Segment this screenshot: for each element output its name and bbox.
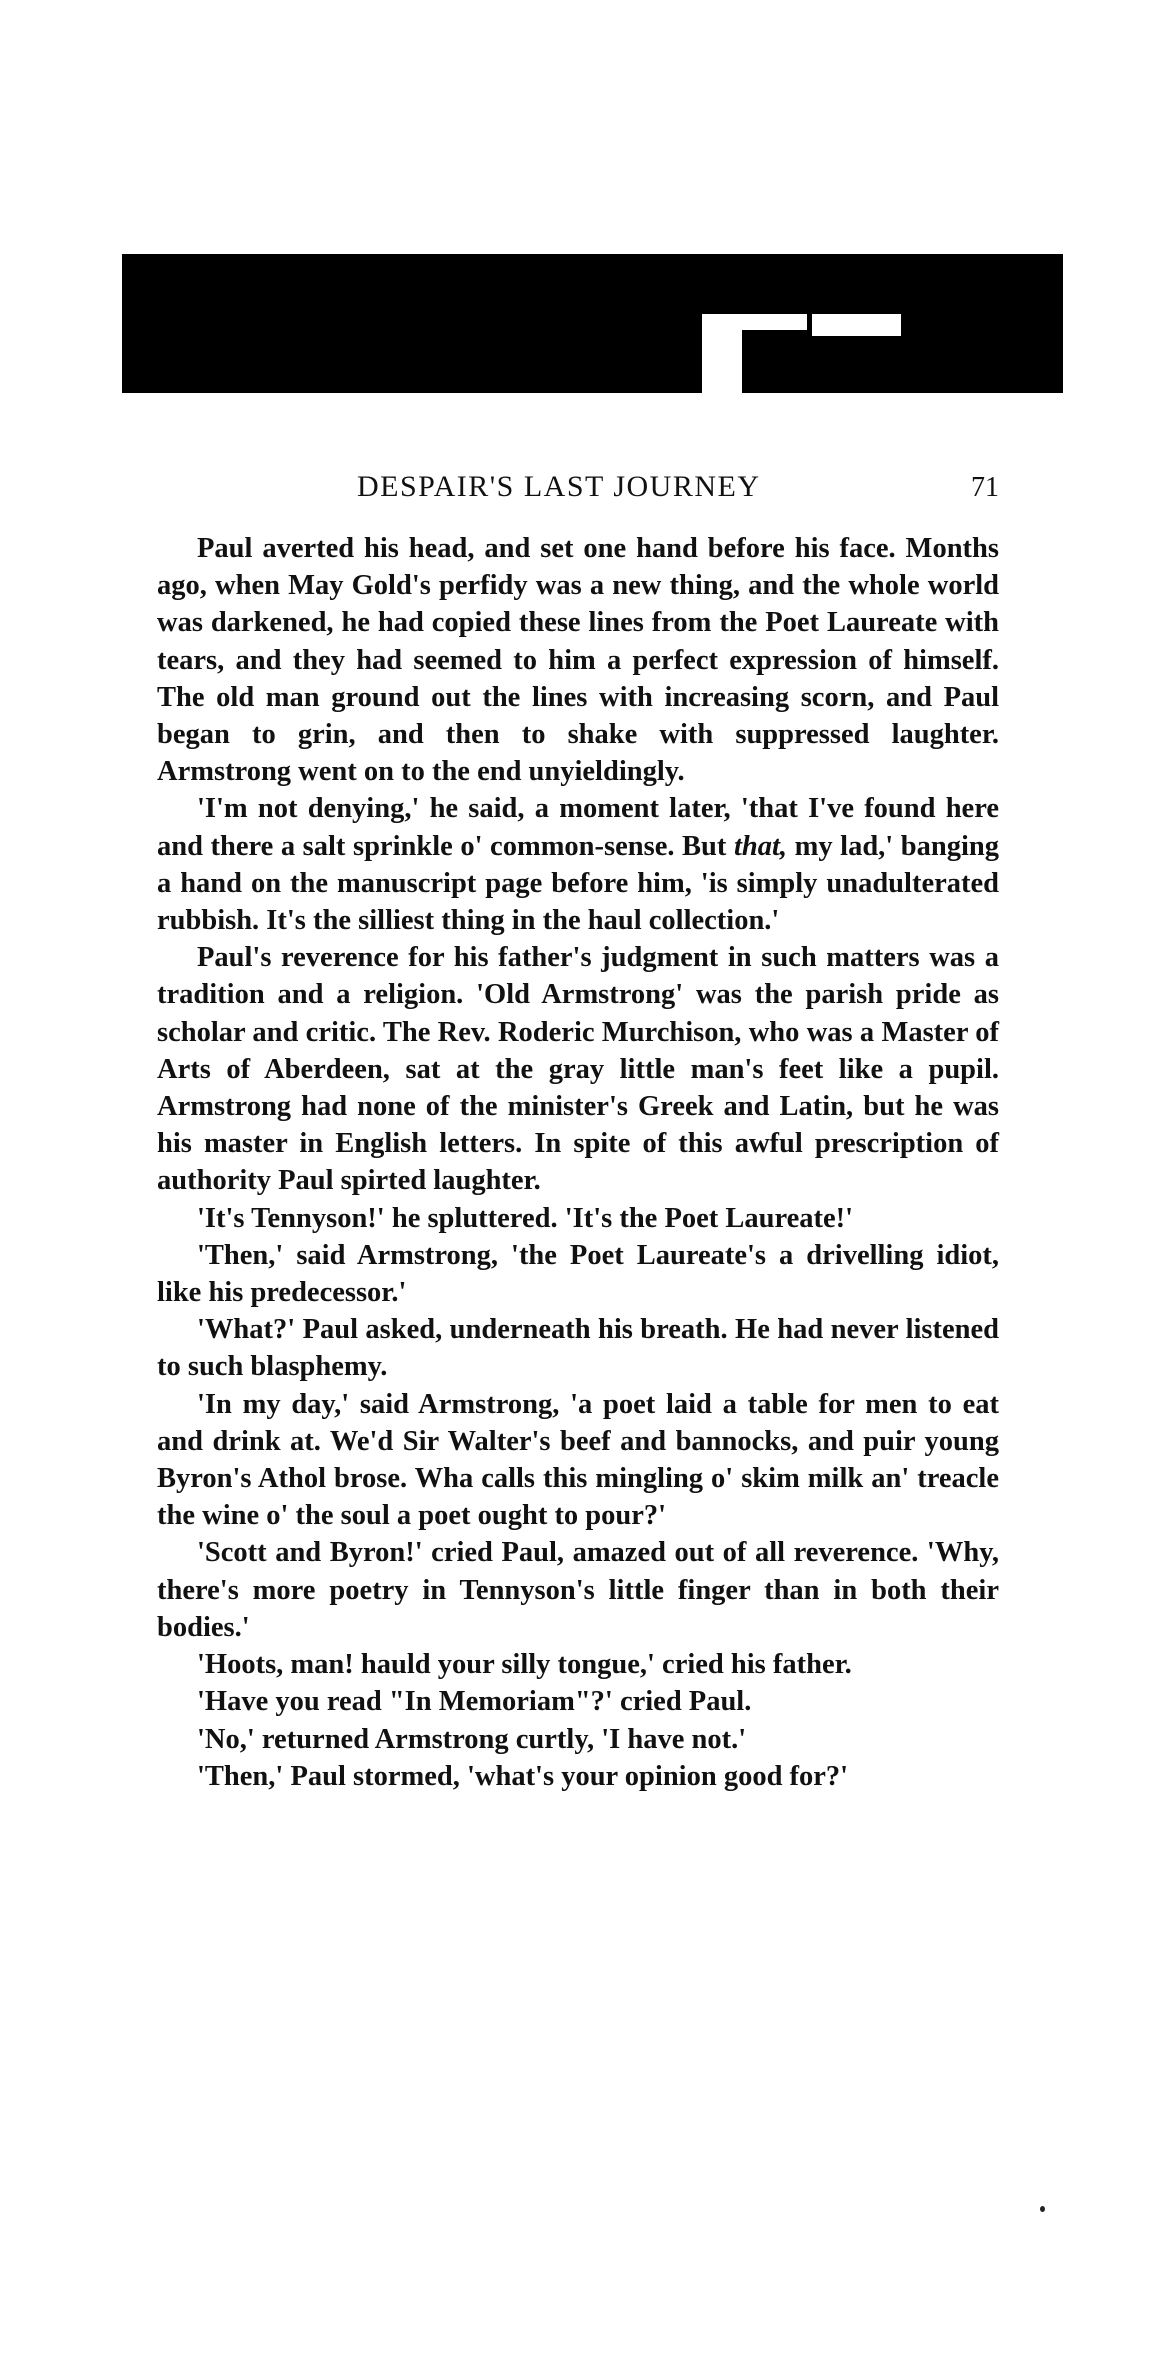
scan-band-chip <box>812 314 901 336</box>
body-text <box>157 530 999 1795</box>
paragraph: 'Then,' said Armstrong, 'the Poet Laureate's a drivelling idiot, like his predecessor.' <box>157 1239 999 1309</box>
paragraph-text: my lad,' banging a hand on the manuscript page before him, 'is simply unadulterated rubbish. It's the silliest thing in the haul collection.' <box>157 830 999 937</box>
scan-band-notch-stem <box>702 318 742 393</box>
page-number: 71 <box>971 472 999 503</box>
paragraph: 'Hoots, man! hauld your silly tongue,' cried his father. <box>197 1649 852 1681</box>
paragraph: Paul averted his head, and set one hand before his face. Months ago, when May Gold's perfidy was a new thing, and the whole world was darkened, he had copied these lines from the Poet Laureate with tears, and they had seemed to him a perfect expression of himself. The old man ground out the lines with increasing scorn, and Paul began to grin, and then to shake with suppressed laughter. Armstrong went on to the end unyieldingly. <box>157 533 999 788</box>
paragraph: 'Scott and Byron!' cried Paul, amazed out of all reverence. 'Why, there's more poetry in Tennyson's little finger than in both their bodies.' <box>157 1537 999 1643</box>
emphasis-text: that, <box>733 830 788 862</box>
paragraph: 'No,' returned Armstrong curtly, 'I have not.' <box>197 1723 747 1755</box>
running-title: DESPAIR'S LAST JOURNEY <box>357 470 761 503</box>
running-head <box>157 470 999 514</box>
scan-black-band <box>122 254 1063 393</box>
paragraph-text: 'I'm not denying,' he said, a moment later, 'that I've found here and there a salt sprinkle o' common-sense. But <box>157 793 999 862</box>
paragraph: 'It's Tennyson!' he spluttered. 'It's the Poet Laureate!' <box>197 1202 854 1234</box>
scan-speck <box>1040 2206 1045 2212</box>
paragraph: Paul's reverence for his father's judgment in such matters was a tradition and a religion. 'Old Armstrong' was the parish pride as scholar and critic. The Rev. Roderic Murchison, who was a Master of Arts of Aberdeen, sat at the gray little man's feet like a pupil. Armstrong had none of the minister's Greek and Latin, but he was his master in English letters. In spite of this awful prescription of authority Paul spirted laughter. <box>157 942 999 1197</box>
paragraph: 'In my day,' said Armstrong, 'a poet laid a table for men to eat and drink at. We'd Sir Walter's beef and bannocks, and puir young Byron's Athol brose. Wha calls this mingling o' skim milk an' treacle the wine o' the soul a poet ought to pour?' <box>157 1388 999 1532</box>
paragraph: 'Then,' Paul stormed, 'what's your opinion good for?' <box>197 1760 849 1792</box>
paragraph: 'What?' Paul asked, underneath his breath. He had never listened to such blasphemy. <box>157 1314 999 1383</box>
paragraph: 'Have you read "In Memoriam"?' cried Paul. <box>197 1686 752 1718</box>
paragraph <box>157 790 999 939</box>
